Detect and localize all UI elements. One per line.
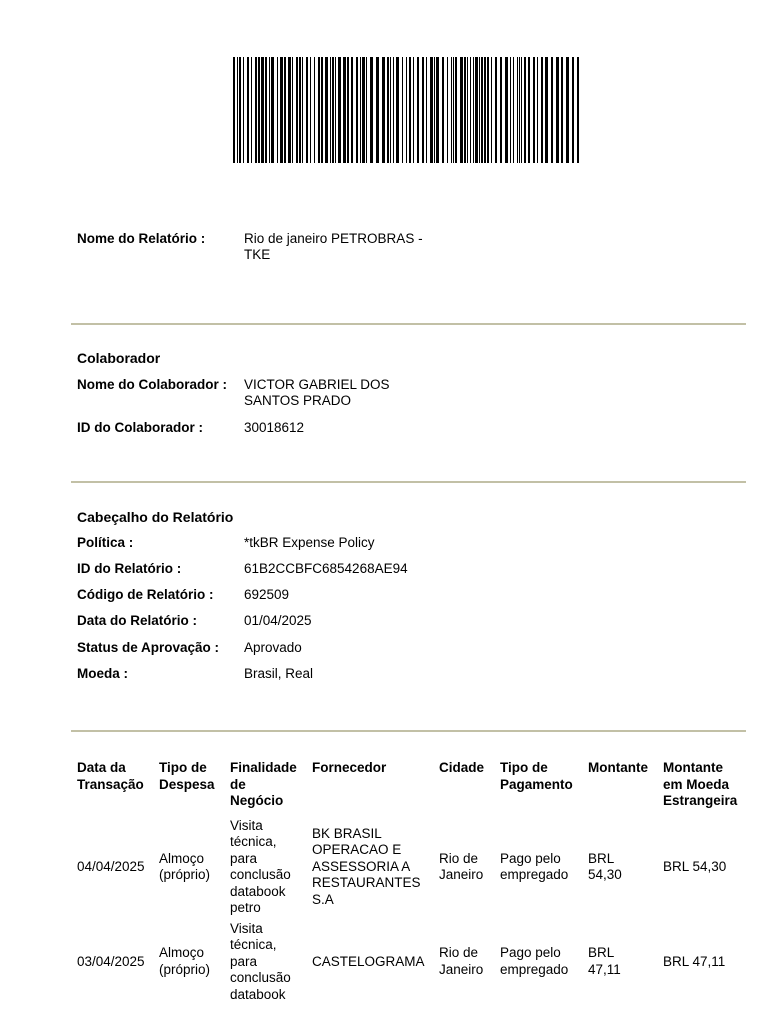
barcode-bar: [572, 57, 574, 163]
report-code-label: Código de Relatório :: [77, 587, 214, 602]
header-line: Fornecedor: [312, 760, 387, 775]
cell-expense-type: [153, 919, 224, 1006]
barcode-bar: [442, 57, 444, 163]
collaborator-name-line-1: VICTOR GABRIEL DOS: [244, 377, 390, 392]
cell-vendor: [306, 919, 433, 1006]
barcode-bar: [524, 57, 526, 163]
barcode-bar: [577, 57, 579, 163]
collaborator-name-value: [244, 377, 390, 409]
barcode-bar: [447, 57, 448, 163]
barcode-bar: [556, 57, 559, 163]
barcode-bar: [551, 57, 553, 163]
barcode-bar: [566, 57, 569, 163]
cell-line: databook: [230, 883, 286, 899]
header-line: de: [230, 776, 246, 792]
report-date-value: 01/04/2025: [244, 613, 312, 628]
header-line: Estrangeira: [663, 793, 738, 808]
barcode-bar: [481, 57, 483, 163]
cell-city: [433, 919, 494, 1006]
barcode-bar: [510, 57, 511, 163]
divider: [71, 481, 746, 483]
cell-line: empregado: [500, 867, 569, 882]
cell-line: databook: [230, 986, 286, 1002]
barcode-bar: [455, 57, 457, 163]
cell-business-purpose: [224, 919, 306, 1006]
barcode-bar: [343, 57, 346, 163]
report-id-value: 61B2CCBFC6854268AE94: [244, 561, 408, 576]
collaborator-id-label: ID do Colaborador :: [77, 420, 203, 435]
divider: [71, 323, 746, 325]
barcode-bar: [237, 57, 238, 163]
barcode-bar: [541, 57, 543, 163]
barcode-bar: [473, 57, 474, 163]
barcode-bar: [258, 57, 260, 163]
cell-line: Visita: [230, 817, 263, 833]
header-line: Tipo de: [159, 760, 207, 775]
cell-line: 47,11: [588, 961, 621, 977]
cell-amount: [582, 919, 657, 1006]
barcode-bar: [366, 57, 367, 163]
cell-business-purpose: [224, 816, 306, 919]
barcode-bar: [467, 57, 468, 163]
currency-value: Brasil, Real: [244, 666, 314, 681]
report-name-line-2: TKE: [244, 247, 271, 262]
cell-line: petro: [230, 900, 261, 915]
collaborator-name-line-2: SANTOS PRADO: [244, 393, 352, 408]
barcode-bar: [464, 57, 466, 163]
barcode-bar: [288, 57, 291, 163]
barcode-bar: [332, 57, 334, 163]
cell-line: técnica,: [230, 937, 277, 952]
report-name-label: Nome do Relatório :: [77, 231, 206, 246]
barcode-bar: [521, 57, 522, 163]
cell-line: para: [230, 953, 258, 969]
barcode-bar: [393, 57, 394, 163]
cell-line: OPERACAO E: [312, 842, 402, 858]
barcode-bar: [299, 57, 301, 163]
barcode-bar: [280, 57, 283, 163]
barcode-bar: [277, 57, 278, 163]
barcode-bar: [430, 57, 433, 163]
header-line: Pagamento: [500, 776, 573, 792]
cell-line: Janeiro: [439, 867, 484, 882]
barcode-bar: [306, 57, 308, 163]
column-header-vendor: [306, 752, 433, 816]
barcode-bar: [422, 57, 424, 163]
header-line: Negócio: [230, 793, 284, 808]
cell-line: conclusão: [230, 867, 291, 882]
column-header-business-purpose: [224, 752, 306, 816]
header-line: Data da: [77, 760, 126, 775]
barcode-bar: [396, 57, 399, 163]
barcode-bar: [284, 57, 286, 163]
barcode-bar: [390, 57, 391, 163]
collaborator-name-label: Nome do Colaborador :: [77, 377, 228, 392]
barcode-bar: [318, 57, 320, 163]
barcode-bar: [513, 57, 514, 163]
barcode-bar: [500, 57, 502, 163]
cell-line: RESTAURANTES: [312, 875, 421, 891]
barcode-bar: [356, 57, 358, 163]
cell-line: (próprio): [159, 961, 211, 977]
barcode-bar: [528, 57, 530, 163]
cell-line: Rio de: [439, 945, 479, 961]
cell-line: para: [230, 850, 258, 866]
barcode-bar: [434, 57, 435, 163]
header-line: Transação: [77, 776, 144, 792]
column-header-amount: [582, 752, 657, 816]
barcode-bar: [335, 57, 336, 163]
cell-line: BRL: [588, 850, 615, 866]
barcode-bar: [347, 57, 349, 163]
cell-payment-type: [494, 919, 582, 1006]
column-header-payment-type: [494, 752, 582, 816]
barcode-bar: [519, 57, 520, 163]
policy-label: Política :: [77, 535, 134, 550]
cell-line: CASTELOGRAMA: [312, 953, 425, 969]
barcode-bar: [292, 57, 293, 163]
barcode-bar: [362, 57, 365, 163]
cell-line: Janeiro: [439, 961, 484, 977]
cell-line: Pago pelo: [500, 850, 561, 866]
barcode-bar: [495, 57, 497, 163]
barcode-bar: [426, 57, 427, 163]
cell-city: [433, 816, 494, 919]
barcode-bar: [413, 57, 414, 163]
cell-date: 04/04/2025: [77, 858, 145, 874]
barcode-bar: [243, 57, 244, 163]
cell-line: ASSESSORIA A: [312, 858, 411, 874]
cell-foreign-amount: BRL 47,11: [663, 953, 726, 969]
cell-line: BK BRASIL: [312, 825, 382, 841]
barcode-bar: [402, 57, 403, 163]
header-line: Finalidade: [230, 760, 297, 775]
cell-line: S.A: [312, 891, 334, 907]
cell-date: 03/04/2025: [77, 953, 145, 969]
approval-status-value: Aprovado: [244, 640, 302, 655]
barcode-bar: [265, 57, 267, 163]
cell-line: Rio de: [439, 850, 479, 866]
column-header-foreign-amount: [657, 752, 746, 816]
barcode-bar: [338, 57, 341, 163]
barcode-bar: [475, 57, 478, 163]
header-line: Montante: [663, 760, 723, 775]
cell-line: (próprio): [159, 867, 211, 882]
table-row: [71, 919, 746, 1006]
cell-vendor: [306, 816, 433, 919]
report-name-value: [244, 231, 423, 263]
barcode-bar: [533, 57, 535, 163]
barcode-bar: [314, 57, 315, 163]
barcode-bar: [261, 57, 264, 163]
barcode-bar: [321, 57, 323, 163]
collaborator-id-value: 30018612: [244, 420, 305, 435]
barcode-bar: [505, 57, 508, 163]
barcode-bar: [409, 57, 411, 163]
barcode-bar: [545, 57, 548, 163]
report-code-value: 692509: [244, 587, 290, 602]
barcode-bar: [417, 57, 419, 163]
cell-line: Almoço: [159, 850, 205, 866]
barcode-bar: [302, 57, 303, 163]
policy-value: *tkBR Expense Policy: [244, 535, 375, 550]
barcode-bar: [351, 57, 353, 163]
table-row: [71, 816, 746, 919]
barcode-bar: [387, 57, 389, 163]
header-line: em Moeda: [663, 776, 730, 792]
barcode-bar: [360, 57, 361, 163]
table-header-row: [71, 752, 746, 816]
expenses-table: [71, 752, 746, 1005]
header-line: Tipo de: [500, 760, 548, 775]
barcode-bar: [376, 57, 379, 163]
column-header-expense-type: [153, 752, 224, 816]
currency-label: Moeda :: [77, 666, 129, 681]
barcode-bar: [491, 57, 492, 163]
barcode-bar: [325, 57, 328, 163]
barcode-bar: [382, 57, 385, 163]
divider: [71, 730, 746, 732]
approval-status-label: Status de Aprovação :: [77, 640, 220, 655]
cell-line: 54,30: [588, 867, 622, 882]
cell-line: Pago pelo: [500, 945, 561, 961]
barcode-bar: [370, 57, 373, 163]
report-id-label: ID do Relatório :: [77, 561, 182, 576]
barcode-bar: [451, 57, 452, 163]
barcode-bar: [479, 57, 480, 163]
cell-amount: [582, 816, 657, 919]
barcode-bar: [255, 57, 257, 163]
barcode-bar: [296, 57, 298, 163]
column-header-city: [433, 752, 494, 816]
barcode-bar: [247, 57, 249, 163]
barcode-bar: [233, 57, 235, 163]
barcode-bar: [271, 57, 274, 163]
barcode-bar: [310, 57, 311, 163]
report-date-label: Data do Relatório :: [77, 613, 198, 628]
barcode-bar: [453, 57, 454, 163]
header-line: Cidade: [439, 760, 485, 775]
header-line: Despesa: [159, 776, 215, 792]
collaborator-section-title: Colaborador: [77, 350, 161, 366]
barcode: [233, 57, 581, 163]
column-header-date: [71, 752, 153, 816]
barcode-bar: [517, 57, 518, 163]
cell-foreign-amount: BRL 54,30: [663, 858, 727, 874]
report-header-section-title: Cabeçalho do Relatório: [77, 509, 234, 525]
barcode-bar: [487, 57, 489, 163]
report-name-line-1: Rio de janeiro PETROBRAS -: [244, 231, 423, 246]
barcode-bar: [436, 57, 439, 163]
barcode-bar: [537, 57, 538, 163]
barcode-bar: [406, 57, 407, 163]
cell-line: conclusão: [230, 970, 291, 985]
barcode-bar: [239, 57, 241, 163]
cell-line: BRL: [588, 945, 615, 961]
barcode-bar: [251, 57, 252, 163]
cell-payment-type: [494, 816, 582, 919]
cell-line: Almoço: [159, 945, 205, 961]
barcode-bar: [330, 57, 331, 163]
barcode-bar: [470, 57, 471, 163]
barcode-bar: [561, 57, 563, 163]
cell-line: empregado: [500, 961, 569, 977]
cell-expense-type: [153, 816, 224, 919]
barcode-bar: [269, 57, 270, 163]
barcode-bar: [460, 57, 463, 163]
cell-line: Visita: [230, 920, 263, 936]
header-line: Montante: [588, 760, 648, 775]
barcode-bar: [484, 57, 486, 163]
cell-line: técnica,: [230, 834, 277, 849]
